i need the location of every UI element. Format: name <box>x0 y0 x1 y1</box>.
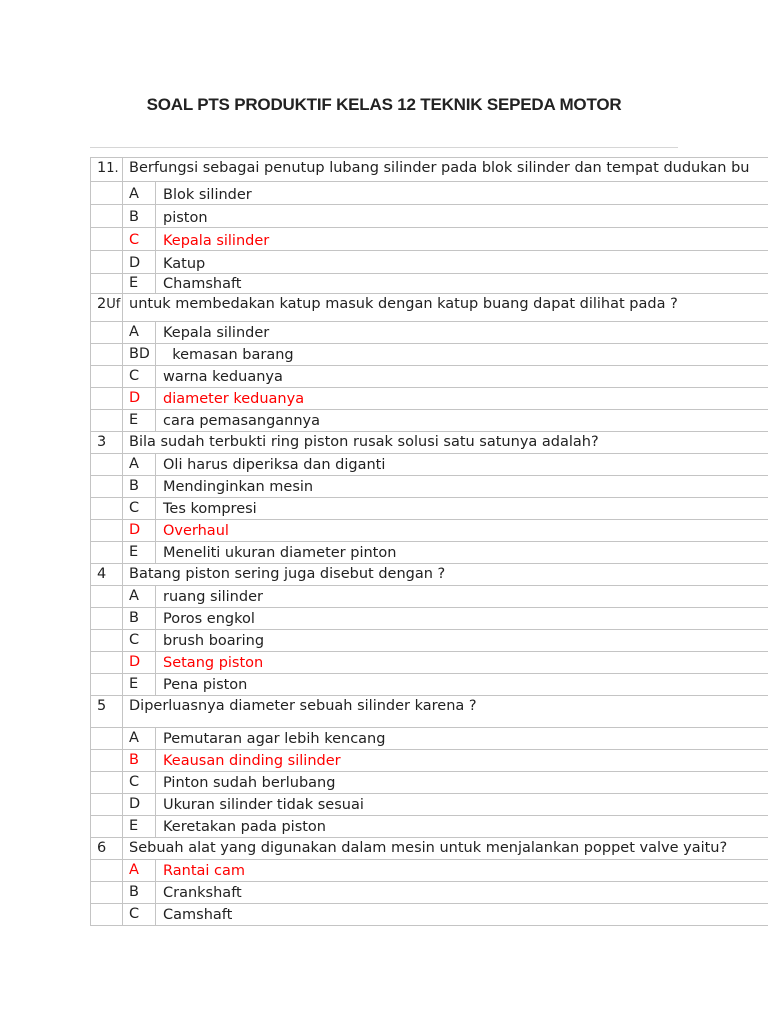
option-letter <box>123 274 156 294</box>
option-letter-value: A <box>129 324 139 340</box>
option-letter-value: A <box>129 456 139 472</box>
option-letter <box>123 608 156 630</box>
option-letter <box>123 750 156 772</box>
option-letter-value: B <box>129 884 139 900</box>
option-letter-value: C <box>129 368 140 384</box>
option-row <box>91 182 768 205</box>
question-table <box>90 157 768 926</box>
option-text-correct: Keausan dinding silinder <box>156 750 768 772</box>
option-spacer-cell <box>91 674 123 696</box>
option-spacer-cell <box>91 608 123 630</box>
option-row <box>91 728 768 750</box>
option-text-correct: Setang piston <box>156 652 768 674</box>
option-letter-value: D <box>129 255 141 271</box>
option-letter <box>123 366 156 388</box>
question-number <box>91 294 123 322</box>
option-text: Crankshaft <box>156 882 768 904</box>
option-spacer-cell <box>91 454 123 476</box>
option-letter-value: B <box>129 752 139 768</box>
option-spacer-cell <box>91 498 123 520</box>
question-row <box>91 696 768 728</box>
option-letter <box>123 322 156 344</box>
option-letter <box>123 882 156 904</box>
question-number <box>91 564 123 586</box>
option-letter <box>123 520 156 542</box>
option-spacer-cell <box>91 882 123 904</box>
question-number-suffix: Uf <box>106 297 121 312</box>
option-text: Katup <box>156 251 768 274</box>
option-text: kemasan barang <box>156 344 768 366</box>
option-spacer-cell <box>91 728 123 750</box>
option-spacer-cell <box>91 652 123 674</box>
option-row <box>91 344 768 366</box>
option-spacer-cell <box>91 182 123 205</box>
option-letter-value: C <box>129 906 140 922</box>
option-row <box>91 542 768 564</box>
page-title: SOAL PTS PRODUKTIF KELAS 12 TEKNIK SEPEDA MOTOR <box>146 95 622 114</box>
option-text: Blok silinder <box>156 182 768 205</box>
option-letter <box>123 904 156 926</box>
option-text: Pinton sudah berlubang <box>156 772 768 794</box>
option-text: Kepala silinder <box>156 322 768 344</box>
option-text: Poros engkol <box>156 608 768 630</box>
option-text: Mendinginkan mesin <box>156 476 768 498</box>
option-text: Camshaft <box>156 904 768 926</box>
option-row <box>91 608 768 630</box>
option-text-correct: Kepala silinder <box>156 228 768 251</box>
option-letter-value: B <box>129 346 139 362</box>
option-spacer-cell <box>91 476 123 498</box>
option-text-correct: Overhaul <box>156 520 768 542</box>
option-text: ruang silinder <box>156 586 768 608</box>
option-letter <box>123 542 156 564</box>
option-row <box>91 454 768 476</box>
option-letter-value: D <box>129 522 141 538</box>
option-letter-value: A <box>129 862 139 878</box>
option-row <box>91 498 768 520</box>
option-letter-value: A <box>129 186 139 202</box>
question-row <box>91 432 768 454</box>
question-number <box>91 696 123 728</box>
option-letter <box>123 182 156 205</box>
option-text: brush boaring <box>156 630 768 652</box>
option-spacer-cell <box>91 520 123 542</box>
option-spacer-cell <box>91 410 123 432</box>
option-row <box>91 794 768 816</box>
question-number-value: 2 <box>97 296 107 312</box>
option-spacer-cell <box>91 586 123 608</box>
option-letter <box>123 344 156 366</box>
option-letter <box>123 728 156 750</box>
question-number-value: 6 <box>97 840 107 856</box>
question-text: Batang piston sering juga disebut dengan ? <box>123 564 768 586</box>
option-letter-extra: D <box>138 346 150 362</box>
option-spacer-cell <box>91 322 123 344</box>
question-number-value: 1 <box>97 160 107 176</box>
option-letter-value: D <box>129 796 141 812</box>
question-text: untuk membedakan katup masuk dengan katup buang dapat dilihat pada ? <box>123 294 768 322</box>
option-row <box>91 228 768 251</box>
option-spacer-cell <box>91 904 123 926</box>
option-letter-value: B <box>129 209 139 225</box>
question-number-value: 5 <box>97 698 107 714</box>
option-letter-value: C <box>129 632 140 648</box>
option-letter <box>123 816 156 838</box>
option-letter <box>123 251 156 274</box>
option-letter <box>123 388 156 410</box>
question-number-value: 3 <box>97 434 107 450</box>
option-row <box>91 586 768 608</box>
question-text: Berfungsi sebagai penutup lubang silinder pada blok silinder dan tempat dudukan bu <box>123 158 768 182</box>
title-divider <box>90 147 678 148</box>
option-spacer-cell <box>91 205 123 228</box>
option-text-correct: Rantai cam <box>156 860 768 882</box>
option-row <box>91 652 768 674</box>
option-spacer-cell <box>91 344 123 366</box>
option-text: Ukuran silinder tidak sesuai <box>156 794 768 816</box>
option-letter-value: B <box>129 610 139 626</box>
option-text: piston <box>156 205 768 228</box>
option-row <box>91 520 768 542</box>
option-text: Tes kompresi <box>156 498 768 520</box>
option-letter-value: E <box>129 676 139 692</box>
option-text-correct: diameter keduanya <box>156 388 768 410</box>
option-letter-value: E <box>129 412 139 428</box>
option-spacer-cell <box>91 274 123 294</box>
option-letter <box>123 586 156 608</box>
option-row <box>91 410 768 432</box>
option-text: Pemutaran agar lebih kencang <box>156 728 768 750</box>
question-number <box>91 158 123 182</box>
option-letter <box>123 630 156 652</box>
option-letter <box>123 476 156 498</box>
option-row <box>91 251 768 274</box>
question-text: Sebuah alat yang digunakan dalam mesin untuk menjalankan poppet valve yaitu? <box>123 838 768 860</box>
option-letter-value: C <box>129 500 140 516</box>
option-row <box>91 205 768 228</box>
option-letter-value: A <box>129 730 139 746</box>
option-row <box>91 904 768 926</box>
option-letter <box>123 410 156 432</box>
option-row <box>91 882 768 904</box>
question-row <box>91 838 768 860</box>
option-spacer-cell <box>91 860 123 882</box>
option-letter <box>123 674 156 696</box>
option-row <box>91 366 768 388</box>
question-row <box>91 294 768 322</box>
option-spacer-cell <box>91 816 123 838</box>
option-spacer-cell <box>91 794 123 816</box>
question-number-suffix: 1. <box>106 161 119 176</box>
option-row <box>91 750 768 772</box>
option-spacer-cell <box>91 228 123 251</box>
option-text: Keretakan pada piston <box>156 816 768 838</box>
option-row <box>91 860 768 882</box>
question-row <box>91 158 768 182</box>
option-letter <box>123 205 156 228</box>
question-row <box>91 564 768 586</box>
option-spacer-cell <box>91 388 123 410</box>
option-letter <box>123 772 156 794</box>
option-letter <box>123 794 156 816</box>
option-letter-value: E <box>129 544 139 560</box>
option-spacer-cell <box>91 366 123 388</box>
option-text: Oli harus diperiksa dan diganti <box>156 454 768 476</box>
question-text: Diperluasnya diameter sebuah silinder karena ? <box>123 696 768 728</box>
option-letter <box>123 860 156 882</box>
option-letter-value: C <box>129 774 140 790</box>
option-spacer-cell <box>91 542 123 564</box>
option-spacer-cell <box>91 630 123 652</box>
option-letter-value: D <box>129 654 141 670</box>
option-row <box>91 388 768 410</box>
option-text: warna keduanya <box>156 366 768 388</box>
option-letter <box>123 228 156 251</box>
option-row <box>91 630 768 652</box>
option-letter-value: E <box>129 818 139 834</box>
option-row <box>91 322 768 344</box>
option-text: Pena piston <box>156 674 768 696</box>
option-row <box>91 674 768 696</box>
question-number <box>91 838 123 860</box>
question-number-value: 4 <box>97 566 107 582</box>
option-row <box>91 476 768 498</box>
option-text: Chamshaft <box>156 274 768 294</box>
option-text: cara pemasangannya <box>156 410 768 432</box>
option-spacer-cell <box>91 251 123 274</box>
question-text: Bila sudah terbukti ring piston rusak solusi satu satunya adalah? <box>123 432 768 454</box>
option-letter <box>123 652 156 674</box>
option-row <box>91 274 768 294</box>
option-letter-value: A <box>129 588 139 604</box>
option-text: Meneliti ukuran diameter pinton <box>156 542 768 564</box>
option-row <box>91 816 768 838</box>
option-row <box>91 772 768 794</box>
option-letter-value: C <box>129 232 140 248</box>
option-spacer-cell <box>91 750 123 772</box>
question-number <box>91 432 123 454</box>
option-letter-value: D <box>129 390 141 406</box>
option-letter <box>123 454 156 476</box>
option-letter <box>123 498 156 520</box>
option-spacer-cell <box>91 772 123 794</box>
option-letter-value: B <box>129 478 139 494</box>
option-letter-value: E <box>129 275 139 291</box>
